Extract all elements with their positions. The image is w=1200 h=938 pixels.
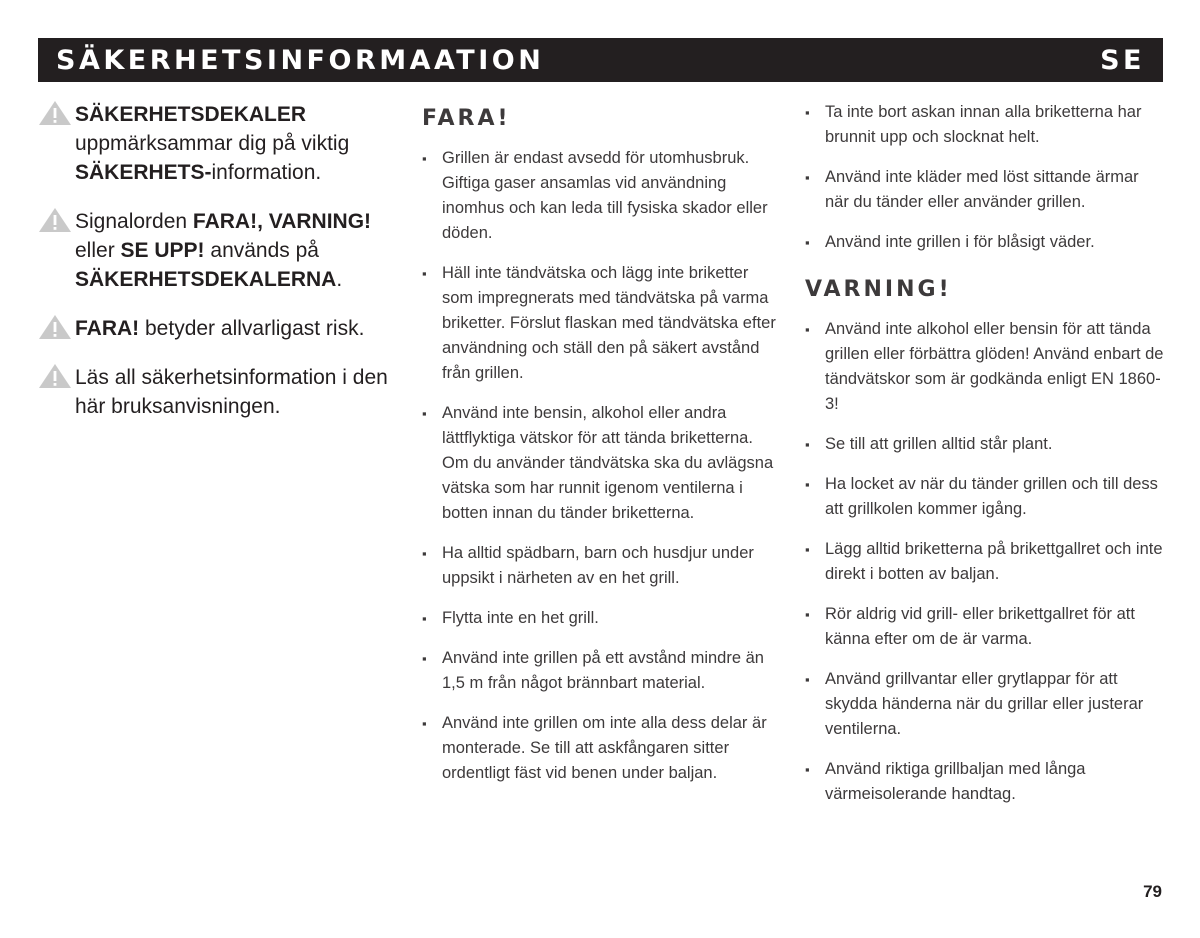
intro-bold-text: SÄKERHETSDEKALERNA: [75, 268, 337, 291]
list-item-text: Använd grillvantar eller grytlappar för att skydda händerna när du grillar eller justerar ventilerna.: [825, 670, 1144, 738]
bullet-icon: ▪: [422, 151, 427, 166]
bullet-icon: ▪: [422, 716, 427, 731]
intro-item-danger-meaning: [38, 314, 408, 343]
list-item: [805, 165, 1165, 215]
bullet-icon: ▪: [805, 105, 810, 120]
bullet-icon: ▪: [422, 611, 427, 626]
list-item-text: Använd inte grillen på ett avstånd mindre än 1,5 m från något brännbart material.: [442, 649, 764, 692]
list-item-text: Använd inte grillen i för blåsigt väder.: [825, 233, 1095, 251]
list-item: [805, 317, 1165, 417]
intro-bold-text: SÄKERHETSDEKALER: [75, 103, 307, 126]
warning-triangle-icon: [38, 100, 72, 126]
list-item-text: Häll inte tändvätska och lägg inte briketter som impregnerats med tändvätska på varma briketter. Förslut flaskan med tändvätska efter användning och ställ den på säkert avstånd från grillen.: [442, 264, 776, 382]
warning-triangle-icon: [38, 314, 72, 340]
list-item-text: Använd inte alkohol eller bensin för att tända grillen eller förbättra glöden! Använd enbart de tändvätskor som är godkända enligt EN 1860-3!: [825, 320, 1164, 413]
list-item-text: Använd riktiga grillbaljan med långa värmeisolerande handtag.: [825, 760, 1086, 803]
list-item: [422, 711, 782, 786]
header-title: SÄKERHETSINFORMAATION: [56, 44, 545, 76]
list-item: [805, 472, 1165, 522]
list-item-text: Flytta inte en het grill.: [442, 609, 599, 627]
warning-triangle-icon: [38, 207, 72, 233]
varning-list: [805, 317, 1165, 807]
bullet-icon: ▪: [805, 235, 810, 250]
bullet-icon: ▪: [805, 170, 810, 185]
list-item-text: Ta inte bort askan innan alla briketterna har brunnit upp och slocknat helt.: [825, 103, 1142, 146]
list-item: [805, 100, 1165, 150]
intro-item-read-all: [38, 363, 408, 421]
intro-text: .: [336, 268, 343, 291]
intro-column: [38, 100, 408, 441]
fara-continued-list: [805, 100, 1165, 255]
list-item-text: Rör aldrig vid grill- eller brikettgallret för att känna efter om de är varma.: [825, 605, 1135, 648]
intro-text: information.: [211, 161, 322, 184]
list-item: [805, 602, 1165, 652]
warning-triangle-icon: [38, 363, 72, 389]
intro-text: betyder allvarligast risk.: [139, 317, 365, 340]
intro-text: uppmärksammar dig på viktig: [75, 132, 350, 155]
bullet-icon: ▪: [422, 406, 427, 421]
bullet-icon: ▪: [805, 607, 810, 622]
bullet-icon: ▪: [805, 672, 810, 687]
intro-text: Läs all säkerhetsinformation i den här bruksanvisningen.: [75, 366, 388, 418]
bullet-icon: ▪: [805, 762, 810, 777]
list-item: [805, 432, 1165, 457]
fara-list: [422, 146, 782, 786]
list-item: [805, 537, 1165, 587]
intro-text: Signalorden: [75, 210, 193, 233]
bullet-icon: ▪: [422, 546, 427, 561]
list-item: [805, 230, 1165, 255]
list-item: [805, 667, 1165, 742]
list-item: [422, 541, 782, 591]
fara-column: [422, 100, 782, 801]
intro-bold-text: SE UPP!: [120, 239, 205, 262]
varning-column: [805, 100, 1165, 822]
page-number: 79: [1143, 882, 1162, 901]
bullet-icon: ▪: [422, 266, 427, 281]
intro-item-signal-words: [38, 207, 408, 294]
intro-bold-text: SÄKERHETS-: [75, 161, 212, 184]
intro-bold-text: FARA!, VARNING!: [192, 210, 372, 233]
list-item: [805, 757, 1165, 807]
list-item-text: Se till att grillen alltid står plant.: [825, 435, 1053, 453]
intro-item-safety-labels: [38, 100, 408, 187]
list-item: [422, 606, 782, 631]
fara-heading: FARA!: [422, 106, 511, 131]
bullet-icon: ▪: [422, 651, 427, 666]
bullet-icon: ▪: [805, 322, 810, 337]
list-item-text: Lägg alltid briketterna på brikettgallret och inte direkt i botten av baljan.: [825, 540, 1163, 583]
list-item-text: Använd inte kläder med löst sittande ärmar när du tänder eller använder grillen.: [825, 168, 1139, 211]
header-language-code: SE: [1100, 44, 1145, 76]
list-item-text: Ha locket av när du tänder grillen och till dess att grillkolen kommer igång.: [825, 475, 1158, 518]
list-item: [422, 261, 782, 386]
varning-heading: VARNING!: [805, 277, 952, 302]
list-item-text: Använd inte grillen om inte alla dess delar är monterade. Se till att askfångaren sitter ordentligt fäst vid benen under baljan.: [442, 714, 767, 782]
list-item-text: Ha alltid spädbarn, barn och husdjur under uppsikt i närheten av en het grill.: [442, 544, 754, 587]
intro-text: eller: [75, 239, 121, 262]
intro-text: används på: [204, 239, 319, 262]
bullet-icon: ▪: [805, 437, 810, 452]
intro-bold-text: FARA!: [75, 317, 140, 340]
bullet-icon: ▪: [805, 542, 810, 557]
list-item-text: Använd inte bensin, alkohol eller andra lättflyktiga vätskor för att tända briketterna. Om du använder tändvätska ska du avlägsna vätska som har runnit igenom ventilerna i botten innan du tänder briketterna.: [442, 404, 774, 522]
list-item: [422, 646, 782, 696]
page-header: [38, 38, 1163, 82]
list-item-text: Grillen är endast avsedd för utomhusbruk. Giftiga gaser ansamlas vid användning inomhus och kan leda till fysiska skador eller döden.: [442, 149, 768, 242]
list-item: [422, 146, 782, 246]
list-item: [422, 401, 782, 526]
bullet-icon: ▪: [805, 477, 810, 492]
